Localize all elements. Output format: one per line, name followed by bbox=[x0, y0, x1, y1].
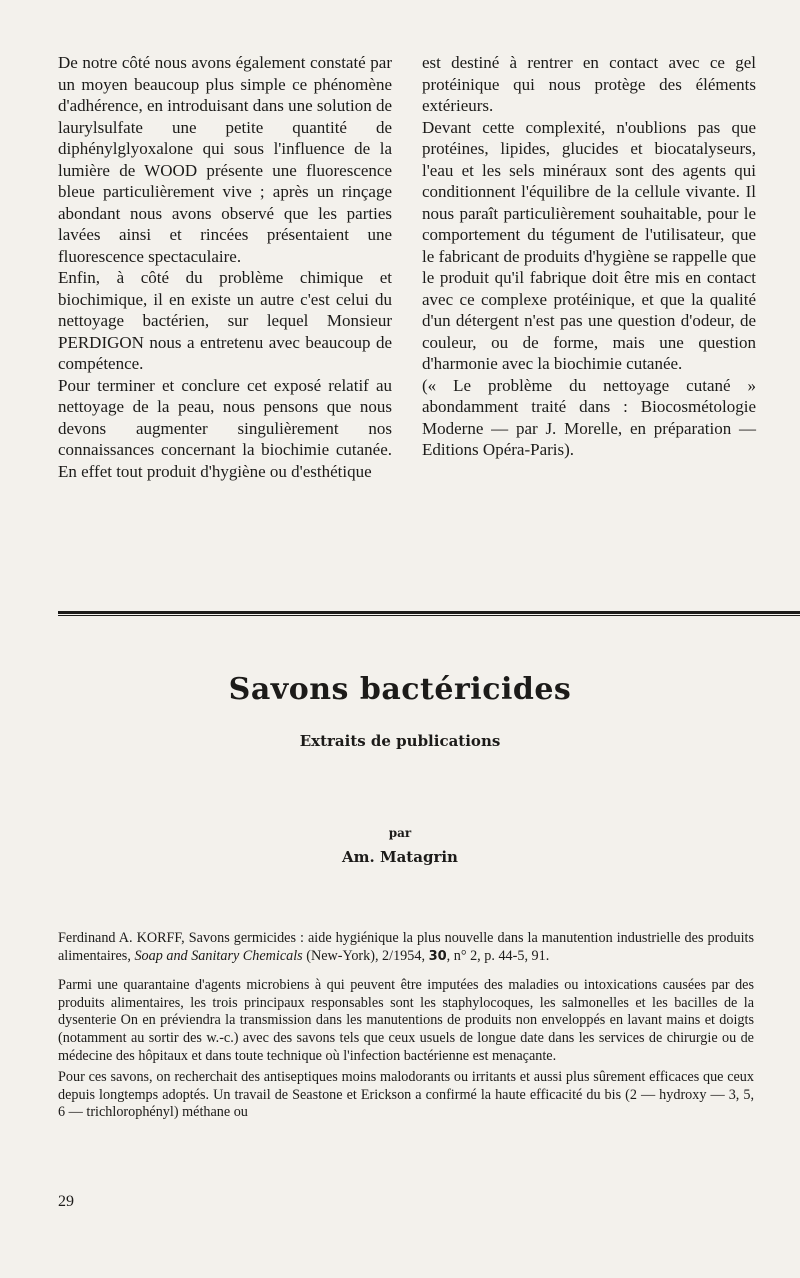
reference-journal: Soap and Sanitary Chemicals bbox=[134, 947, 303, 964]
right-paragraph-2: Devant cette complexité, n'oublions pas que protéines, lipides, glucides et biocatalyseurs, l'eau et les sels minéraux sont des agents qui conditionnent l'équilibre de la cellule vivante. Il nous paraît particulièrement souhaitable, pour le comportement du tégument de l'utilisateur, que le fabricant de produits d'hygiène se rappelle que le produit qu'il fabrique doit être mis en contact avec ce complexe protéinique, et que la qualité d'un détergent n'est pas une question d'odeur, de couleur, ou de forme, mais une question d'harmonie avec la biochimie cutanée. bbox=[422, 117, 756, 373]
reference-details: , n° 2, p. 44-5, 91. bbox=[446, 947, 550, 964]
page-number: 29 bbox=[58, 1193, 74, 1210]
reference-entry bbox=[58, 930, 754, 965]
section-divider-thin bbox=[58, 615, 800, 616]
article-title: Savons bactéricides bbox=[228, 672, 572, 707]
body-paragraph-2: Pour ces savons, on recherchait des antiseptiques moins malodorants ou irritants et aussi plus sûrement efficaces que ceux depuis longtemps adoptés. Un travail de Seastone et Erickson a confirmé la haute efficacité du bis (2 — hydroxy — 3, 5, 6 — trichlorophényl) méthane ou bbox=[58, 1069, 754, 1121]
left-column bbox=[58, 52, 392, 482]
left-paragraph-2: Enfin, à côté du problème chimique et biochimique, il en existe un autre c'est celui du nettoyage bactérien, sur lequel Monsieur PERDIGON nous a entretenu avec beaucoup de compétence. bbox=[58, 268, 392, 373]
article-author: Am. Matagrin bbox=[342, 848, 458, 866]
reference-text: Savons germicides : aide hygiénique la plus nouvelle dans la manutention industrielle des produits alimentaires, bbox=[58, 930, 754, 964]
left-paragraph-1: De notre côté nous avons également constaté par un moyen beaucoup plus simple ce phénomène d'adhérence, en introduisant dans une solution de laurylsulfate une petite quantité de diphénylglyoxalone qui sous l'influence de la lumière de WOOD présente une fluorescence bleue particulièrement vive ; après un rinçage abondant nous avons observé que les parties lavées ainsi et rincées présentaient une fluorescence spectaculaire. bbox=[58, 53, 392, 266]
body-paragraph-1: Parmi une quarantaine d'agents microbiens à qui peuvent être imputées des maladies ou intoxications causées par des produits alimentaires, les trois principaux responsables sont les staphylocoques, les salmonelles et les bacilles de la dysenterie On en préviendra la transmission dans les manutentions de produits non enveloppés en lavant mains et doigts (notamment au sortir des w.-c.) avec des savons tels que ceux usuels de longue date dans les services de chirurgie ou de médecine des hôpitaux et dans toute technique où l'infection bactérienne est menaçante. bbox=[58, 977, 754, 1064]
right-column bbox=[422, 52, 756, 482]
reference-author: Ferdinand A. KORFF, bbox=[58, 930, 185, 946]
right-paragraph-1: est destiné à rentrer en contact avec ce gel protéinique qui nous protège des éléments extérieurs. bbox=[422, 53, 756, 115]
byline-par: par bbox=[388, 826, 412, 840]
article-body bbox=[58, 930, 754, 1122]
section-divider bbox=[58, 611, 800, 614]
left-paragraph-3: Pour terminer et conclure cet exposé relatif au nettoyage de la peau, nous pensons que nous devons augmenter singulièrement nos connaissances concernant la biochimie cutanée. En effet tout produit d'hygiène ou d'esthétique bbox=[58, 375, 392, 481]
right-paragraph-3: (« Le problème du nettoyage cutané » abondamment traité dans : Biocosmétologie Moderne — par J. Morelle, en préparation — Editions Opéra-Paris). bbox=[422, 375, 756, 459]
reference-place: (New-York), 2/1954, bbox=[306, 947, 426, 964]
reference-volume: 30 bbox=[428, 948, 447, 964]
article-subtitle: Extraits de publications bbox=[299, 732, 501, 750]
two-column-text bbox=[58, 52, 756, 482]
